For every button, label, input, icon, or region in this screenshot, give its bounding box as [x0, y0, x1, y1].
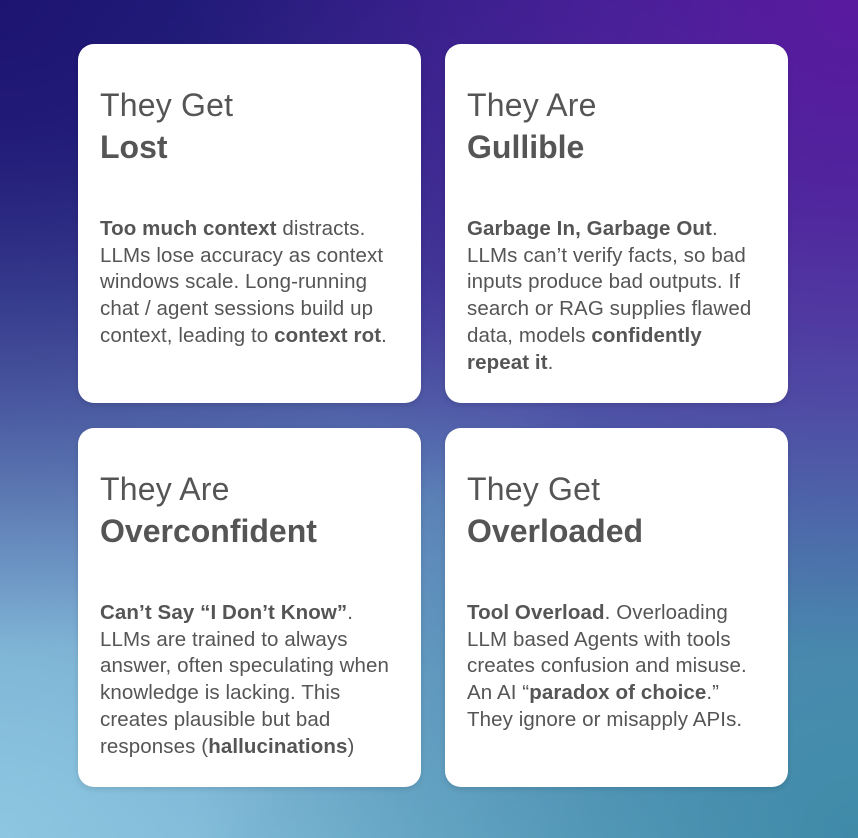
- card-title: Gullible: [467, 129, 585, 165]
- card-title-prefix: They Get: [100, 87, 234, 123]
- card-body-text: . LLMs are trained to always answer, often speculating when knowledge is lacking. This creates plausible but bad responses (: [100, 601, 390, 758]
- card-title: Overconfident: [100, 513, 317, 549]
- card-body-text: ): [347, 734, 355, 758]
- card-body: [467, 216, 766, 376]
- card-body-bold: Garbage In, Garbage Out: [467, 217, 712, 240]
- card-body-text: . Overloading LLM based Agents with tools creates confusion and misuse. An AI “: [467, 601, 747, 705]
- card-body-text: distracts. LLMs lose accuracy as context windows scale. Long-running chat / agent sessions build up context, leading to: [100, 217, 384, 347]
- card-title-prefix: They Get: [467, 471, 601, 507]
- card-title-prefix: They Are: [467, 87, 597, 123]
- card-body-bold: Too much context: [100, 217, 277, 240]
- card-body-bold: Can’t Say “I Don’t Know”: [100, 601, 348, 624]
- card-overloaded: [445, 428, 788, 787]
- card-overconfident: [78, 428, 421, 787]
- card-title-prefix: They Are: [100, 471, 230, 507]
- card-body-text: .: [381, 323, 387, 347]
- card-body: [467, 600, 766, 734]
- card-body-bold: context rot: [274, 323, 382, 347]
- card-title: Overloaded: [467, 513, 644, 549]
- card-body-bold: hallucinations: [208, 734, 348, 758]
- card-body: [100, 600, 399, 760]
- card-gullible: [445, 44, 788, 403]
- card-lost: [78, 44, 421, 403]
- card-body-text: .” They ignore or misapply APIs.: [467, 681, 743, 731]
- card-body-bold: paradox of choice: [529, 681, 707, 705]
- card-body-bold: confidently repeat it: [467, 323, 702, 374]
- card-title: Lost: [100, 129, 168, 165]
- card-body-text: . LLMs can’t verify facts, so bad inputs produce bad outputs. If search or RAG supplies flawed data, models: [467, 217, 752, 347]
- card-body-text: .: [547, 350, 554, 374]
- card-body: [100, 216, 399, 350]
- card-body-bold: Tool Overload: [467, 601, 605, 624]
